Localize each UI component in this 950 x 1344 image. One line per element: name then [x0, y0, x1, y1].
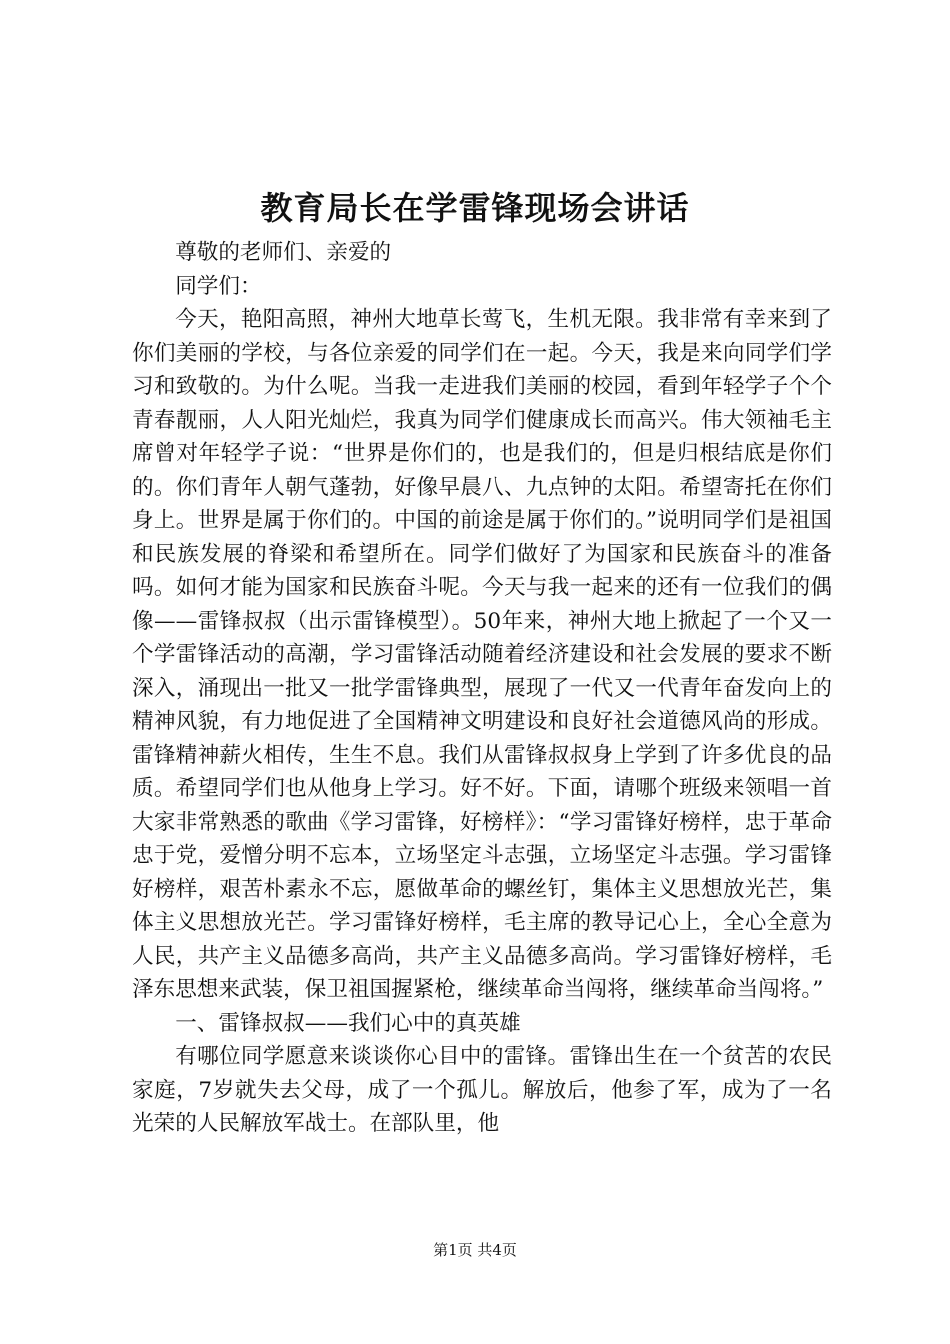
body-paragraph: 今天，艳阳高照，神州大地草长莺飞，生机无限。我非常有幸来到了你们美丽的学校，与各位亲爱的同学们在一起。今天，我是来向同学们学习和致敬的。为什么呢。当我一走进我们美丽的校园，看到年轻学子个个青春靓丽，人人阳光灿烂，我真为同学们健康成长而高兴。伟大领袖毛主席曾对年轻学子说：“世界是你们的，也是我们的，但是归根结底是你们的。你们青年人朝气蓬勃，好像早晨八、九点钟的太阳。希望寄托在你们身上。世界是属于你们的。中国的前途是属于你们的。”说明同学们是祖国和民族发展的脊梁和希望所在。同学们做好了为国家和民族奋斗的准备吗。如何才能为国家和民族奋斗呢。今天与我一起来的还有一位我们的偶像——雷锋叔叔（出示雷锋模型）。50年来，神州大地上掀起了一个又一个学雷锋活动的高潮，学习雷锋活动随着经济建设和社会发展的要求不断深入，涌现出一批又一批学雷锋典型，展现了一代又一代青年奋发向上的精神风貌，有力地促进了全国精神文明建设和良好社会道德风尚的形成。雷锋精神薪火相传，生生不息。我们从雷锋叔叔身上学到了许多优良的品质。希望同学们也从他身上学习。好不好。下面，请哪个班级来领唱一首大家非常熟悉的歌曲《学习雷锋，好榜样》：“学习雷锋好榜样，忠于革命忠于党，爱憎分明不忘本，立场坚定斗志强，立场坚定斗志强。学习雷锋好榜样，艰苦朴素永不忘，愿做革命的螺丝钉，集体主义思想放光芒，集体主义思想放光芒。学习雷锋好榜样，毛主席的教导记心上，全心全意为人民，共产主义品德多高尚，共产主义品德多高尚。学习雷锋好榜样，毛泽东思想来武装，保卫祖国握紧枪，继续革命当闯将，继续革命当闯将。”	[132, 307, 832, 1002]
salutation-line-2: 同学们：	[175, 273, 262, 299]
salutation-line-1: 尊敬的老师们、亲爱的	[175, 240, 392, 265]
section-heading: 一、雷锋叔叔——我们心中的真英雄	[175, 1010, 521, 1036]
body-paragraph: 有哪位同学愿意来谈谈你心目中的雷锋。雷锋出生在一个贫苦的农民家庭，7岁就失去父母，成了一个孤儿。解放后，他参了军，成为了一名光荣的人民解放军战士。在部队里，他	[132, 1044, 832, 1136]
document-title: 教育局长在学雷锋现场会讲话	[260, 189, 690, 227]
document-body	[132, 236, 832, 1141]
page-number-footer: 第1页 共4页	[433, 1241, 517, 1259]
